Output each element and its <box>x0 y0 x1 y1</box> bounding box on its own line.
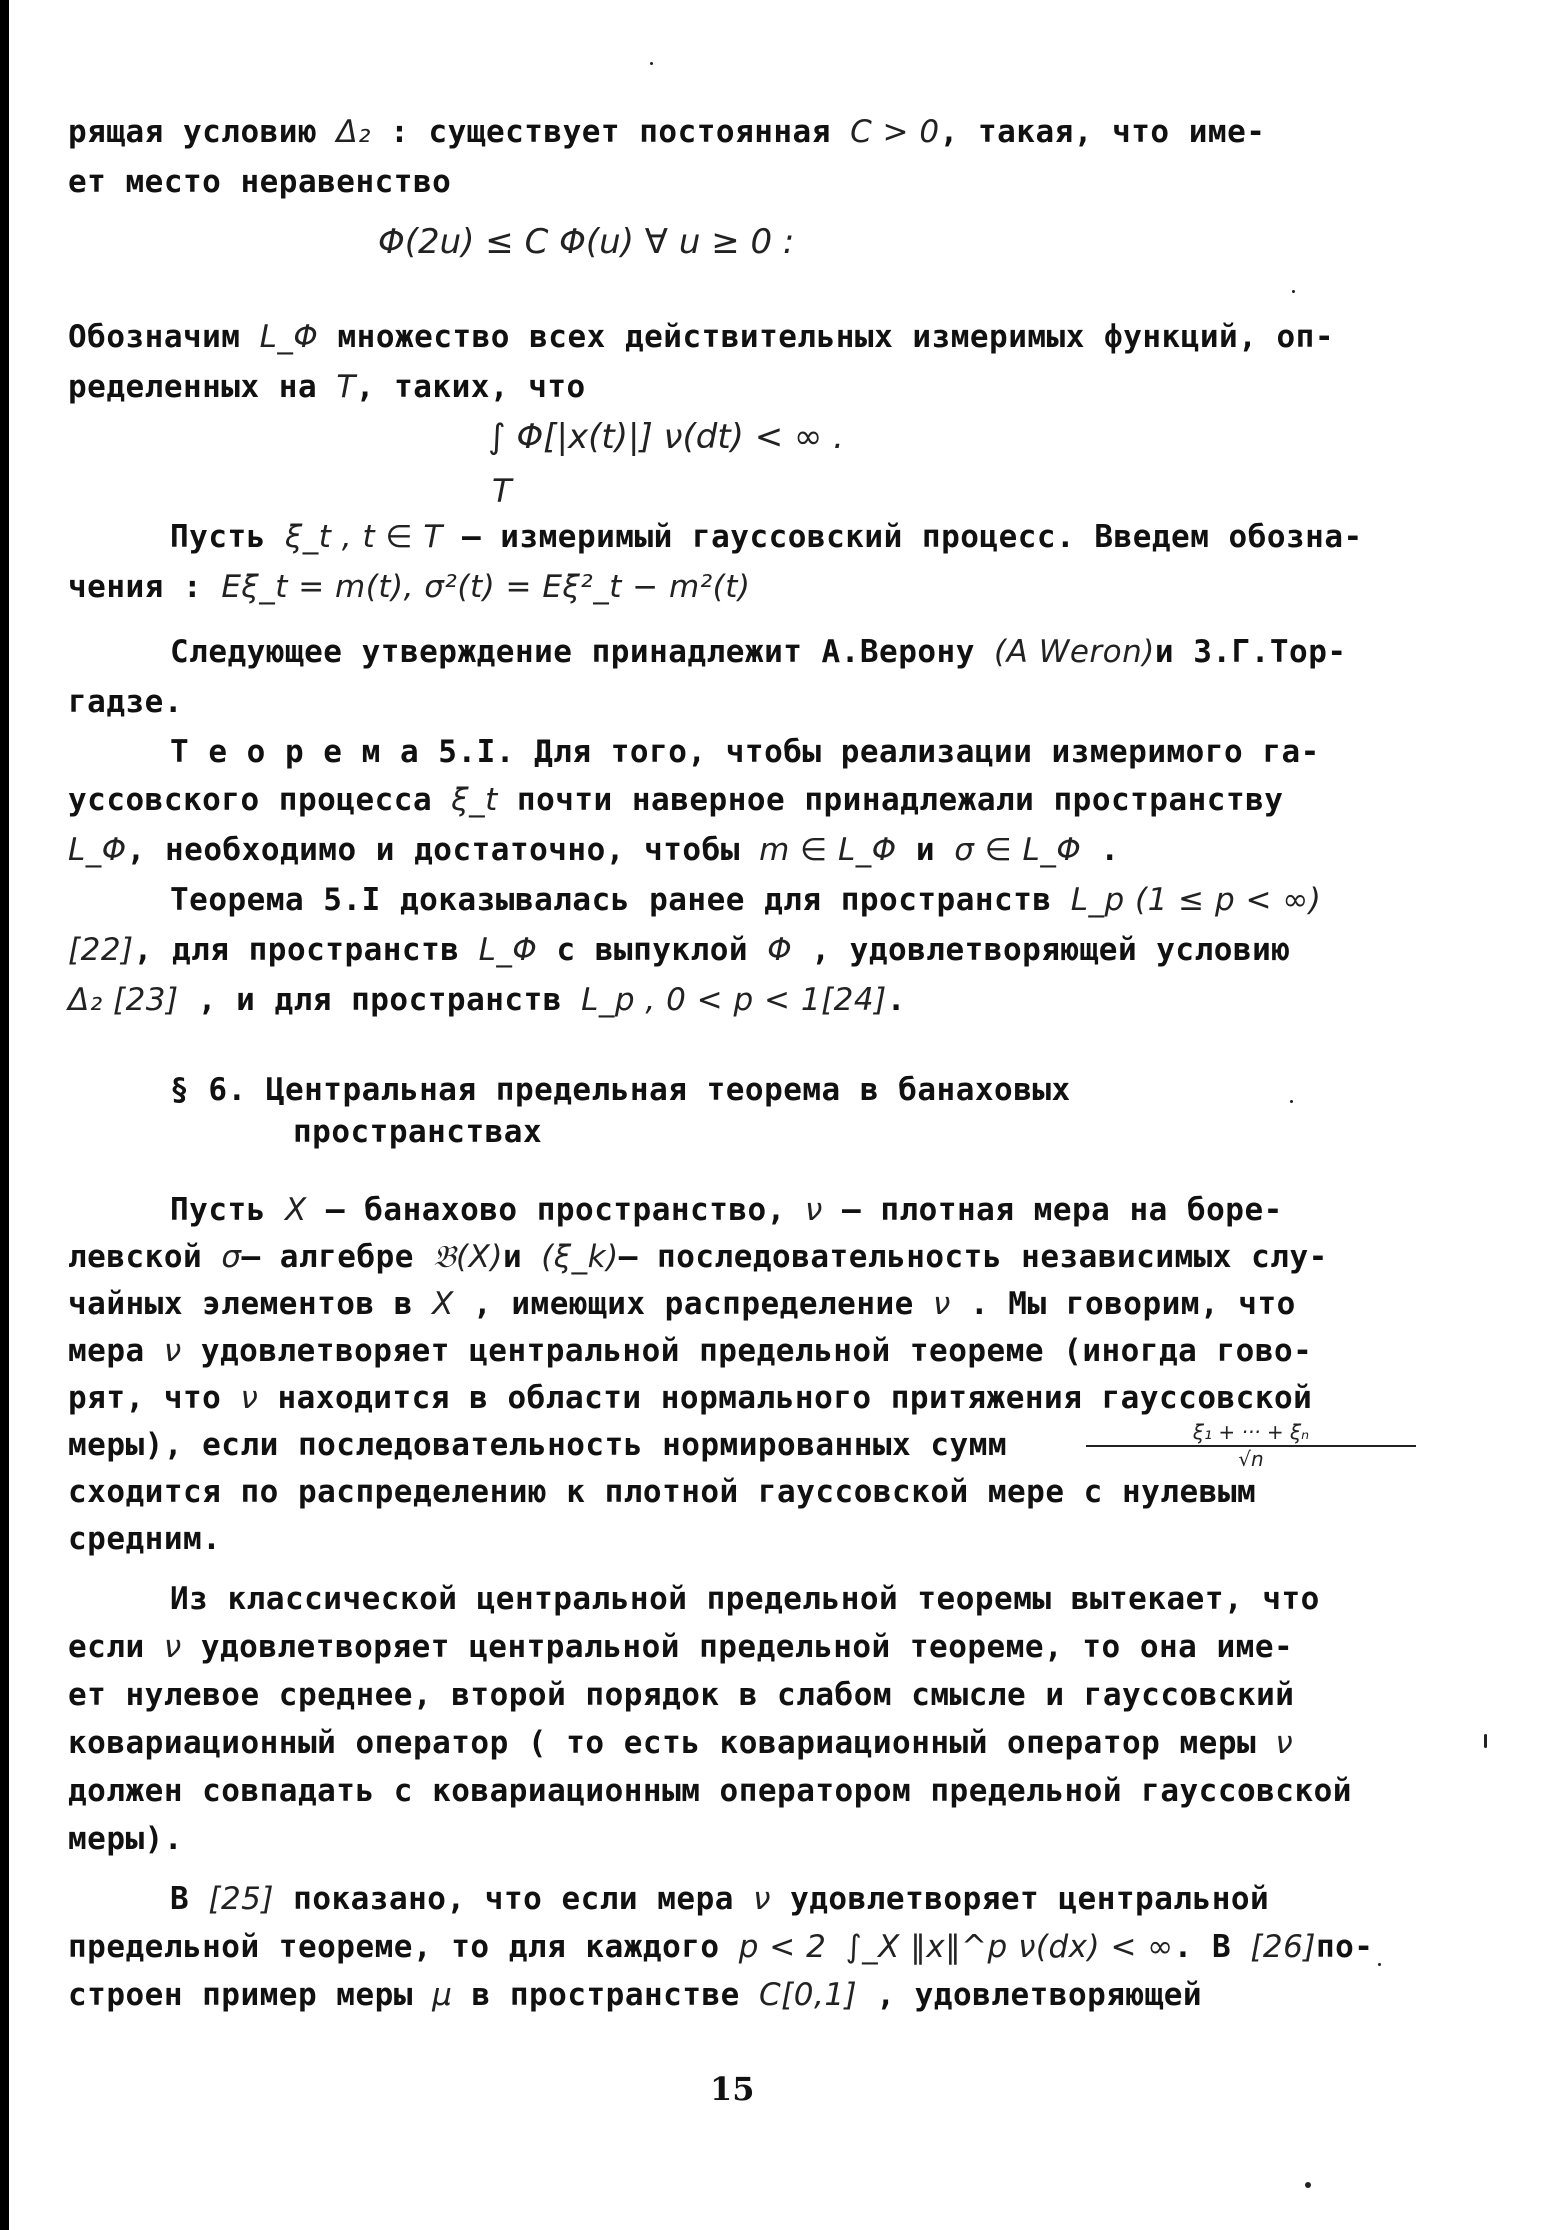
text-line-24: должен совпадать с ковариационным оператором предельной гауссовской <box>68 1773 1352 1809</box>
page-number: 15 <box>710 2070 755 2108</box>
formula-integral-domain: T <box>492 472 512 510</box>
text-line-1: рящая условию Δ₂ : существует постоянная C > 0, такая, что име- <box>68 114 1266 150</box>
text-line-18: сходится по распределению к плотной гауссовской мере с нулевым <box>68 1474 1257 1510</box>
text-line-26: В [25] показано, что если мера ν удовлетворяет центральной <box>170 1881 1270 1917</box>
scan-speck <box>1378 1963 1381 1966</box>
scan-speck <box>1290 1100 1293 1103</box>
text-line-12: Пусть X – банахово пространство, ν – плотная мера на боре- <box>170 1192 1283 1228</box>
text-line-3: Обозначим L_Φ множество всех действительных измеримых функций, оп- <box>68 319 1335 355</box>
text-line-4: ределенных на T, таких, что <box>68 369 586 405</box>
text-line-15: мера ν удовлетворяет центральной предельной теореме (иногда гово- <box>68 1333 1313 1369</box>
scan-speck <box>1292 290 1295 293</box>
text-line-13: левской σ– алгебре 𝔅(X)и (ξ_k)– последовательность независимых слу- <box>68 1239 1328 1275</box>
text-line-6: чения : Eξ_t = m(t), σ²(t) = Eξ²_t − m²(t) <box>68 569 751 605</box>
text-line-9: Теорема 5.I доказывалась ранее для пространств L_p (1 ≤ p < ∞) <box>170 882 1322 918</box>
text-line-25: меры). <box>68 1821 183 1857</box>
text-line-17: меры), если последовательность нормированных сумм <box>68 1427 1008 1463</box>
text-line-2: ет место неравенство <box>68 164 452 200</box>
theorem-line-2: уссовского процесса ξ_t почти наверное принадлежали пространству <box>68 782 1284 818</box>
formula-orlicz-integral: ∫ Φ[|x(t)|] ν(dt) < ∞ . <box>488 417 844 457</box>
fraction-numerator: ξ₁ + ··· + ξₙ <box>1086 1420 1416 1447</box>
text-line-16: рят, что ν находится в области нормального притяжения гауссовской <box>68 1380 1313 1416</box>
text-line-28: строен пример меры μ в пространстве C[0,1] , удовлетворяющей <box>68 1977 1203 2013</box>
text-line-11: Δ₂ [23] , и для пространств L_p , 0 < p < 1[24]. <box>68 982 906 1018</box>
text-line-10: [22], для пространств L_Φ с выпуклой Φ , удовлетворяющей условию <box>68 932 1291 968</box>
text-line-27: предельной теореме, то для каждого p < 2 ∫_X ‖x‖^p ν(dx) < ∞. В [26]по- <box>68 1929 1374 1965</box>
text-line-22: ет нулевое среднее, второй порядок в слабом смысле и гауссовский <box>68 1677 1295 1713</box>
fraction-denominator: √n <box>1238 1447 1264 1471</box>
text-line-21: если ν удовлетворяет центральной предельной теореме, то она име- <box>68 1629 1294 1665</box>
theorem-line-1: Т е о р е м а 5.I. Для того, чтобы реализации измеримого га- <box>170 734 1320 770</box>
theorem-line-3: L_Φ, необходимо и достаточно, чтобы m ∈ L_Φ и σ ∈ L_Φ . <box>68 832 1120 868</box>
normalized-sum-fraction <box>1086 1420 1416 1471</box>
text-line-14: чайных элементов в X , имеющих распределение ν . Мы говорим, что <box>68 1286 1296 1322</box>
text-line-20: Из классической центральной предельной теоремы вытекает, что <box>170 1581 1320 1617</box>
text-line-7: Следующее утверждение принадлежит А.Верону (A Weron)и З.Г.Тор- <box>170 634 1347 670</box>
scan-speck <box>650 62 653 65</box>
text-line-19: средним. <box>68 1521 222 1557</box>
formula-delta2-condition: Φ(2u) ≤ C Φ(u) ∀ u ≥ 0 : <box>378 222 795 262</box>
text-line-5: Пусть ξ_t , t ∈ T – измеримый гауссовский процесс. Введем обозна- <box>170 519 1363 555</box>
scan-speck <box>1305 2182 1311 2188</box>
page-edge-shadow <box>0 0 9 2230</box>
section-heading-cont: пространствах <box>293 1114 543 1150</box>
text-line-23: ковариационный оператор ( то есть ковариационный оператор меры ν <box>68 1725 1294 1761</box>
text-line-8: гадзе. <box>68 684 183 720</box>
scan-speck <box>1484 1734 1487 1748</box>
section-heading: § 6. Центральная предельная теорема в банаховых <box>170 1072 1071 1108</box>
